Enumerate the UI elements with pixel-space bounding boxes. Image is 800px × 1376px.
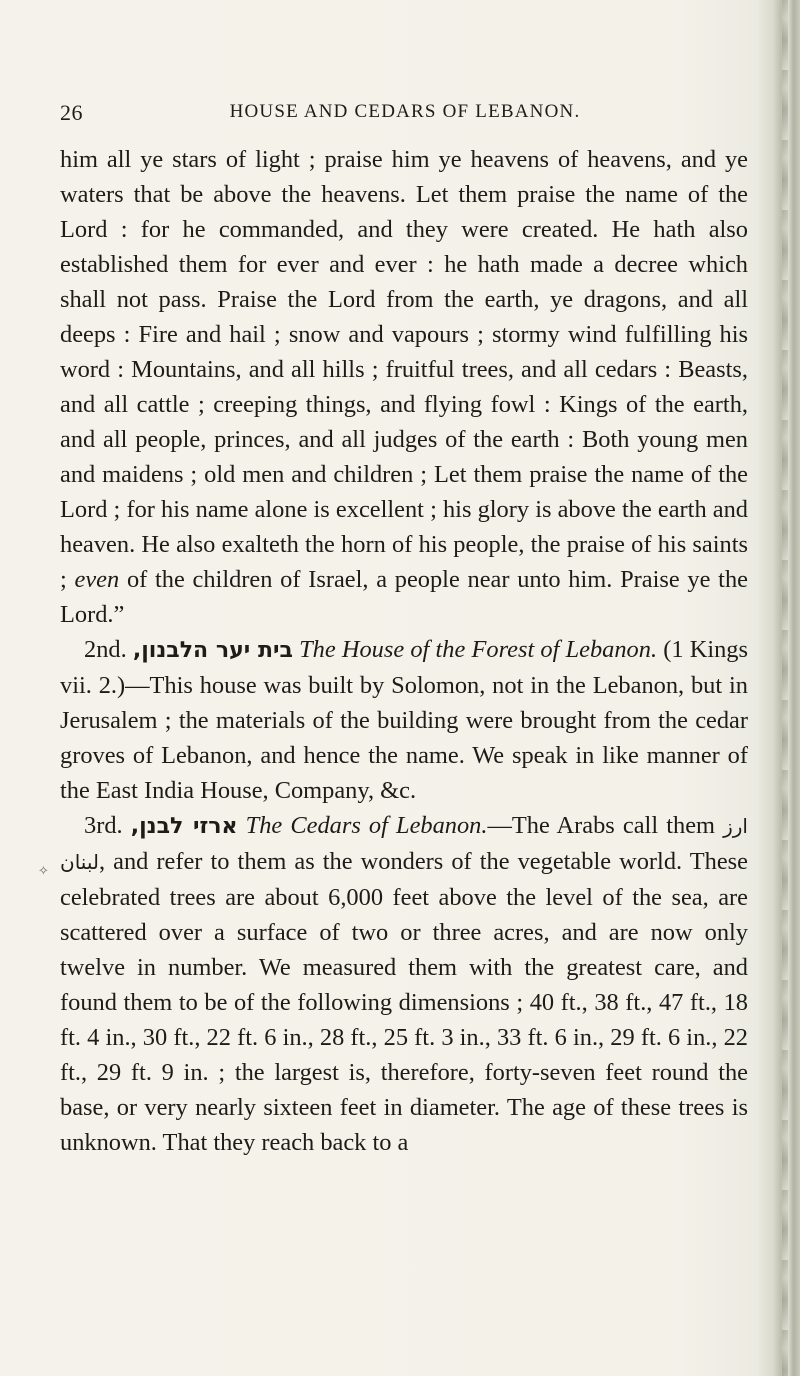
body-text (60, 142, 748, 1160)
paragraph-3-text-a: —The Arabs call them (487, 812, 715, 839)
stray-print-mark: ✧ (38, 863, 49, 878)
paragraph-3-text-b: , and refer to them as the wonders of the vegetable world. These celebrated trees are about 6,000 feet above the level of the sea, are scattered over a surface of two or three acres, and are now only twelve in number. We measured them with the greatest care, and found them to be of the following dimensions ; 40 ft., 38 ft., 47 ft., 18 ft. 4 in., 30 ft., 22 ft. 6 in., 28 ft., 25 ft. 3 in., 33 ft. 6 in., 29 ft. 6 in., 22 ft., 29 ft. 9 in. ; the largest is, therefore, forty-seven feet round the base, or very nearly sixteen feet in diameter. The age of these trees is unknown. That they reach back to a (60, 848, 748, 1156)
page-binding-edge (782, 0, 788, 1376)
paragraph-2-lead: 2nd. (84, 636, 127, 663)
paragraph-2-hebrew: בית יער הלבנון, (132, 638, 293, 663)
page-edge-shadow (758, 0, 800, 1376)
paragraph-2-text: (1 Kings vii. 2.)—This house was built by Solomon, not in the Lebanon, but in Jerusalem ; the materials of the building were brought from the cedar groves of Lebanon, and hence the name. We speak in like manner of the East India House, Company, &c. (60, 636, 748, 804)
paragraph-2-title: The House of the Forest of Lebanon. (299, 636, 658, 663)
paragraph-3-hebrew: ארזי לבנן, (130, 814, 238, 839)
paragraph-3 (60, 808, 748, 1160)
page-header (60, 100, 750, 132)
paragraph-2 (60, 632, 748, 808)
paragraph-3-lead: 3rd. (84, 812, 123, 839)
running-title: HOUSE AND CEDARS OF LEBANON. (229, 101, 581, 122)
paragraph-3-title: The Cedars of Lebanon. (245, 812, 488, 839)
paragraph-1-text: him all ye stars of light ; praise him ye heavens of heavens, and ye waters that be above the heavens. Let them praise the name of the Lord : for he commanded, and they were created. He hath also established them for ever and ever : he hath made a decree which shall not pass. Praise the Lord from the earth, ye dragons, and all deeps : Fire and hail ; snow and vapours ; stormy wind fulfilling his word : Mountains, and all hills ; fruitful trees, and all cedars : Beasts, and all cattle ; creeping things, and flying fowl : Kings of the earth, and all people, princes, and all judges of the earth : Both young men and maidens ; old men and children ; Let them praise the name of the Lord ; for his name alone is excellent ; his glory is above the earth and heaven. He also exalteth the horn of his people, the praise of his saints ; (60, 146, 748, 593)
paragraph-1-text-end: of the children of Israel, a people near unto him. Praise ye the Lord.” (60, 566, 748, 628)
page-number: 26 (60, 100, 83, 125)
paragraph-1-emphasis: even (74, 566, 120, 593)
paragraph-3-arabic: ارز لبنان (60, 814, 748, 874)
paragraph-1 (60, 142, 748, 632)
